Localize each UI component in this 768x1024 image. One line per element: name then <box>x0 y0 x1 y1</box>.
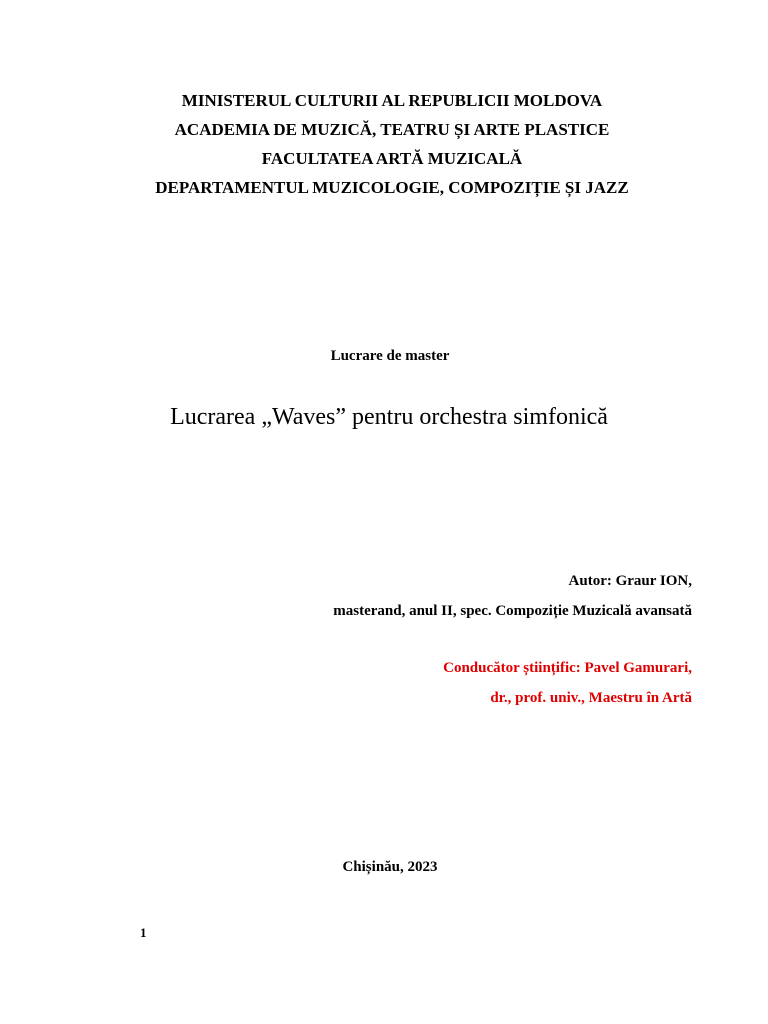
author-details: masterand, anul II, spec. Compoziție Muzicală avansată <box>333 603 692 619</box>
supervisor-block <box>443 653 692 713</box>
page-number: 1 <box>140 925 147 940</box>
supervisor-name: Conducător științific: Pavel Gamurari, <box>443 660 692 676</box>
academy-line: ACADEMIA DE MUZICĂ, TEATRU ȘI ARTE PLASTICE <box>174 120 610 139</box>
author-block <box>333 566 692 626</box>
supervisor-titles: dr., prof. univ., Maestru în Artă <box>490 690 692 706</box>
ministry-line: MINISTERUL CULTURII AL REPUBLICII MOLDOVA <box>181 91 603 110</box>
document-title: Lucrarea „Waves” pentru orchestra simfonică <box>170 404 608 430</box>
place-and-year: Chișinău, 2023 <box>342 859 438 875</box>
document-type: Lucrare de master <box>330 348 450 364</box>
institution-header <box>0 86 768 202</box>
faculty-line: FACULTATEA ARTĂ MUZICALĂ <box>261 149 523 168</box>
department-line: DEPARTAMENTUL MUZICOLOGIE, COMPOZIȚIE ȘI JAZZ <box>155 178 629 197</box>
author-name: Autor: Graur ION, <box>568 573 692 589</box>
